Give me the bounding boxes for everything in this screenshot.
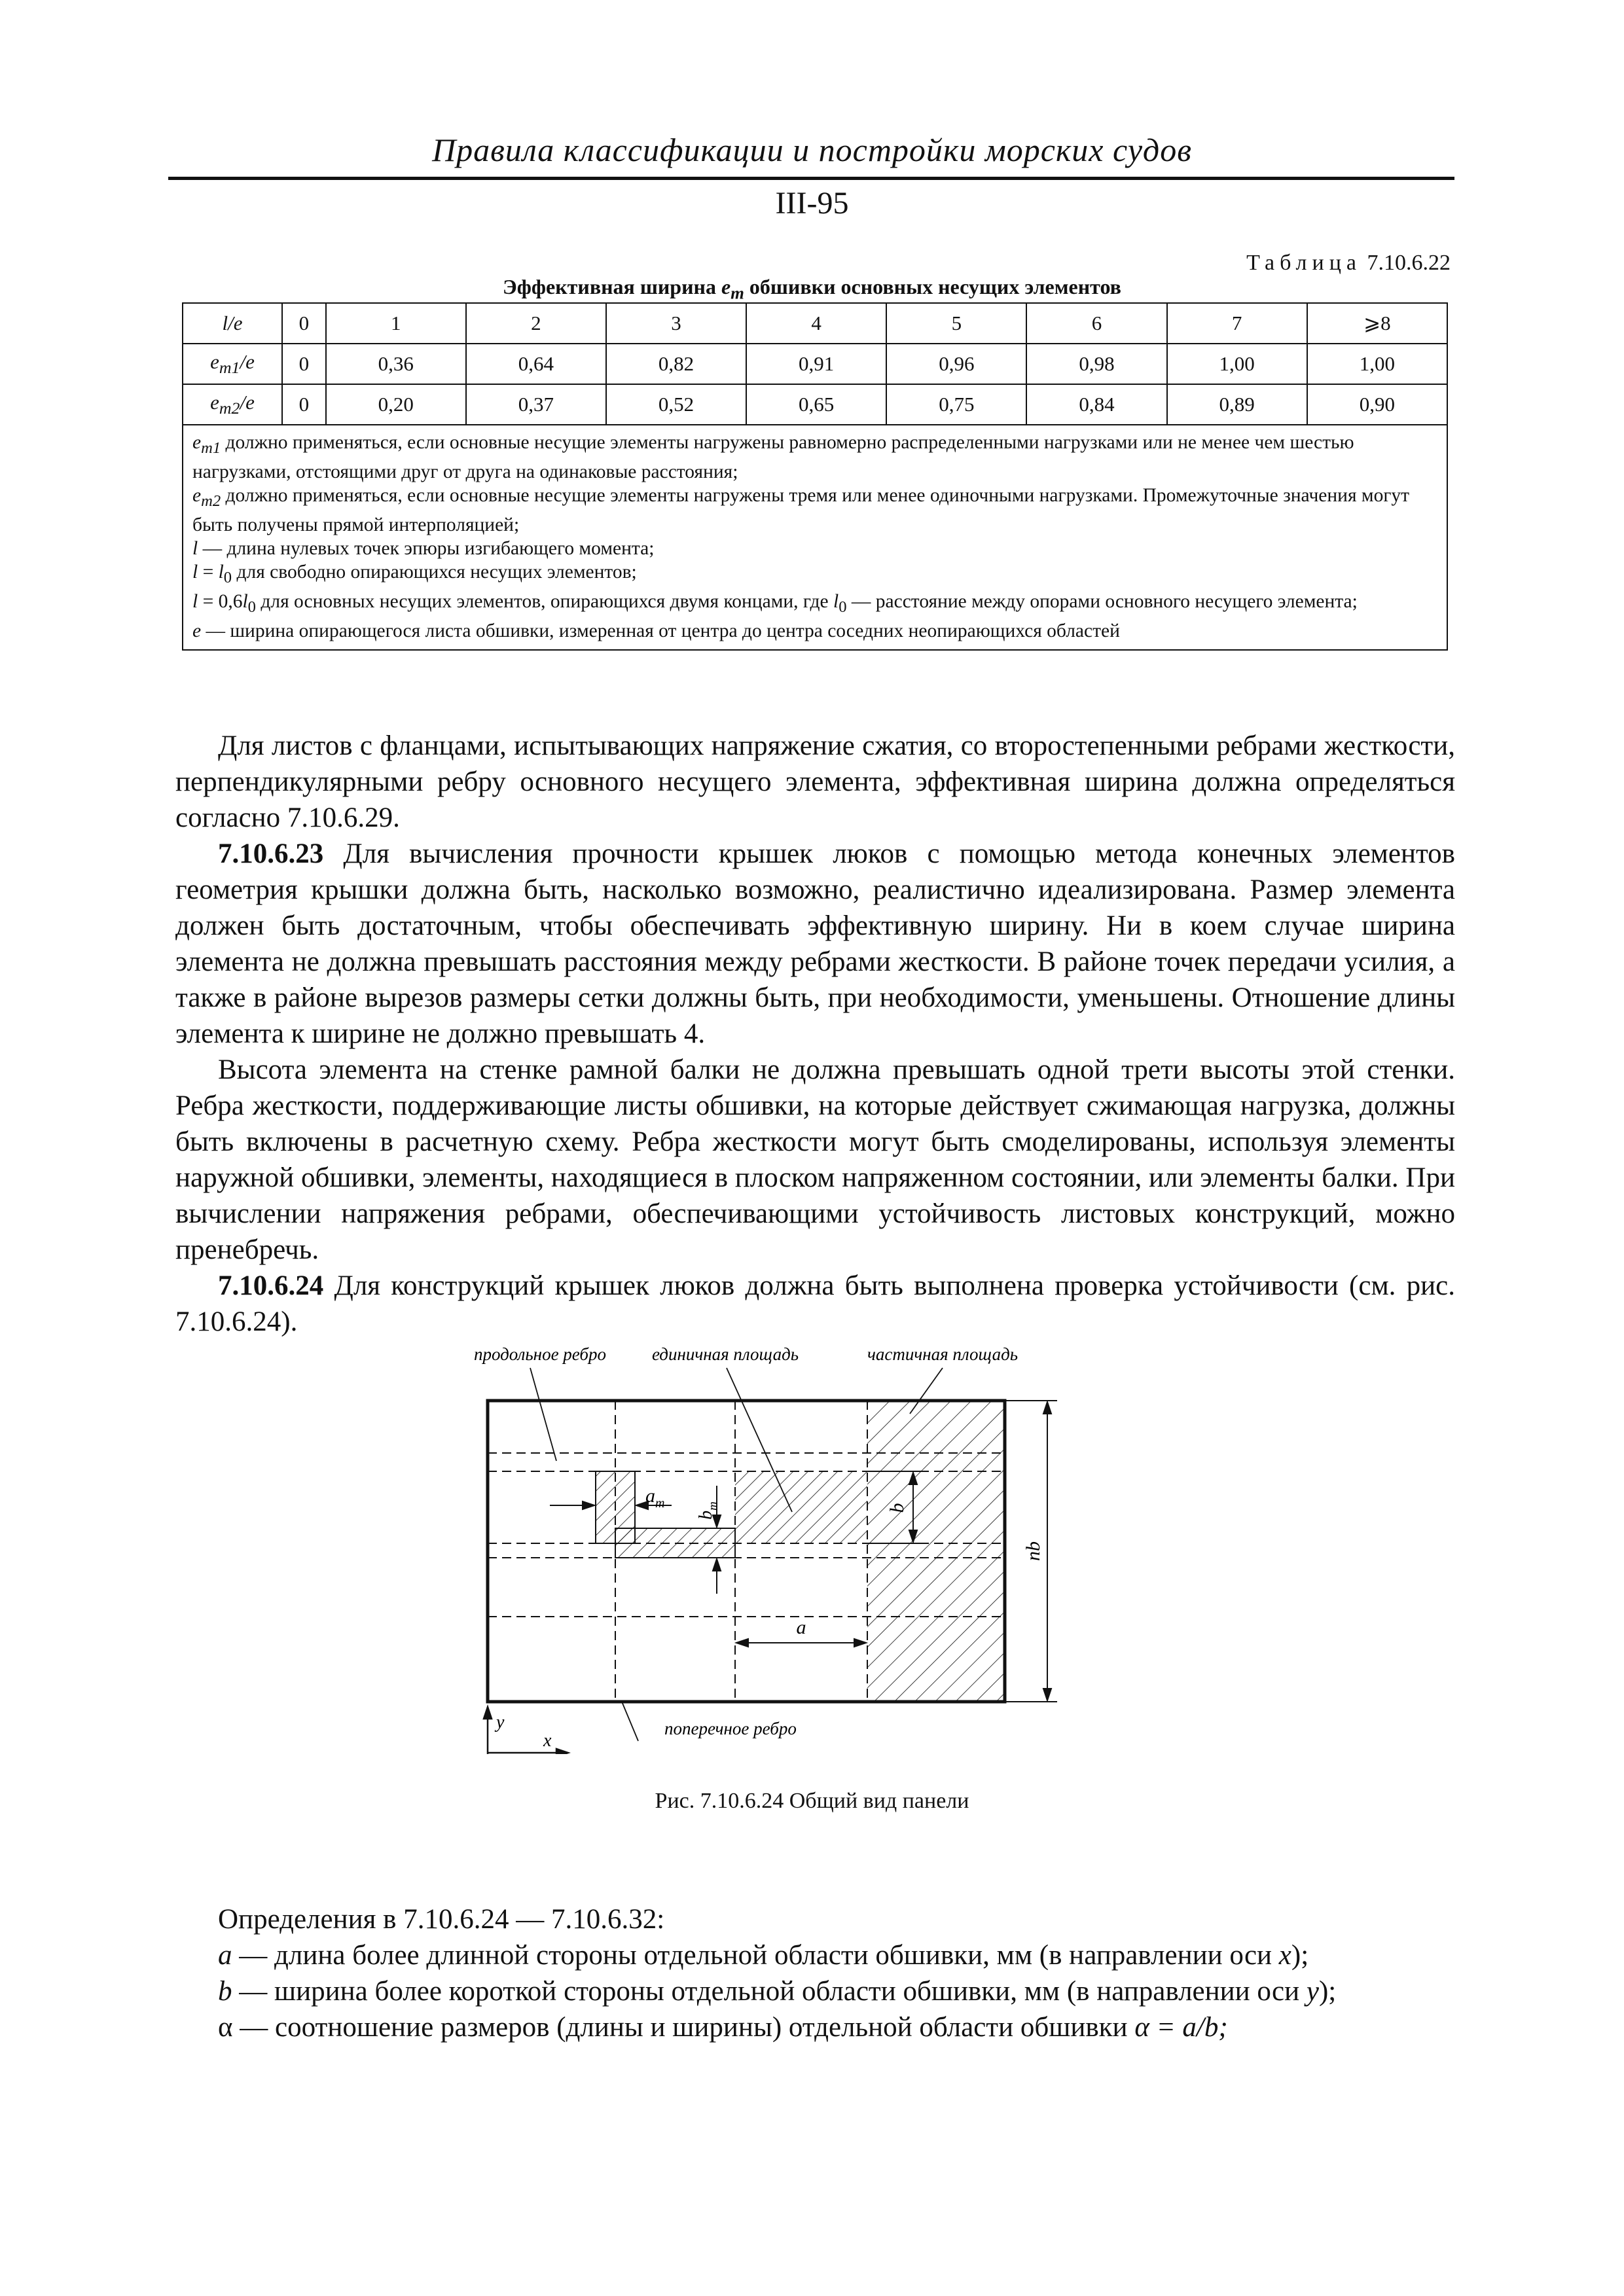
- def-text: — длина более длинной стороны отдельной области обшивки, мм (в направлении оси: [232, 1940, 1279, 1971]
- note-text: для свободно опирающихся несущих элементов;: [232, 561, 637, 583]
- cell: 0,84: [1026, 384, 1166, 425]
- cell: ⩾8: [1307, 303, 1447, 344]
- cell: 0: [282, 303, 326, 344]
- sub: m1: [201, 439, 221, 457]
- definition-b: [218, 1973, 1455, 2009]
- cell: 4: [746, 303, 886, 344]
- label-nb: nb: [1022, 1541, 1044, 1561]
- sym: e: [192, 432, 202, 453]
- cell: 0: [282, 384, 326, 425]
- paragraph-2: [175, 836, 1455, 1052]
- def-text: — соотношение размеров (длины и ширины) отдельной области обшивки: [232, 2012, 1135, 2043]
- sym: e: [192, 620, 202, 641]
- cell: 3: [606, 303, 746, 344]
- table-title: [0, 275, 1624, 303]
- table-title-sub: m: [731, 283, 744, 303]
- bm-sub: m: [706, 1501, 720, 1511]
- cell: 7: [1167, 303, 1307, 344]
- definition-a: [218, 1937, 1455, 1973]
- am-sym: a: [645, 1485, 655, 1507]
- sub: m2: [201, 492, 221, 510]
- sym: a: [218, 1940, 232, 1971]
- eq: = 0,6: [198, 590, 243, 612]
- table-row-em1: [183, 344, 1447, 384]
- label-longitudinal-rib: продольное ребро: [473, 1344, 607, 1364]
- cell: 0,65: [746, 384, 886, 425]
- cell: 0,64: [466, 344, 606, 384]
- table-title-pre: Эффективная ширина: [503, 275, 721, 298]
- cell: 1,00: [1307, 344, 1447, 384]
- cell: 0,89: [1167, 384, 1307, 425]
- sub: m2: [219, 399, 240, 418]
- label-b: b: [886, 1503, 908, 1513]
- cell: 0,90: [1307, 384, 1447, 425]
- paragraph-text: Для вычисления прочности крышек люков с помощью метода конечных элементов геометрия крышки должна быть, насколько возможно, реалистично идеализирована. Размер элемента должен быть достаточным, чтобы обеспечивать эффективную ширину. Ни в коем случае ширина элемента не должна превышать расстояния между ребрами жесткости. В районе точек передачи усилия, а также в районе вырезов размеры сетки должны быть, при необходимости, уменьшены. Отношение длины элемента к ширине не должно превышать 4.: [175, 838, 1455, 1049]
- def-end: );: [1318, 1976, 1337, 2007]
- cell: 0,52: [606, 384, 746, 425]
- table-label-word: Таблица: [1246, 251, 1362, 275]
- label-partial-area: частичная площадь: [867, 1344, 1019, 1364]
- table-row-em2: [183, 384, 1447, 425]
- label-transverse-rib: поперечное ребро: [664, 1719, 797, 1738]
- sym: α: [218, 2012, 233, 2043]
- bm-sym: b: [696, 1510, 716, 1520]
- sym: e: [192, 484, 202, 506]
- formula: α = a/b;: [1134, 2012, 1228, 2043]
- table-label-number: 7.10.6.22: [1367, 251, 1451, 275]
- paragraph-3: Высота элемента на стенке рамной балки не должна превышать одной трети высоты этой стенки. Ребра жесткости, поддерживающие листы обшивки, на которые действует сжимающая нагрузка, должны быть включены в расчетную схему. Ребра жесткости могут быть смоделированы, используя элементы наружной обшивки, элементы, находящиеся в плоском напряженном состоянии, или элементы балки. При вычислении напряжения ребрами, обеспечивающими устойчивость листовых конструкций, можно пренебречь.: [175, 1054, 1455, 1265]
- cell: 0: [282, 344, 326, 384]
- table-notes: [183, 425, 1447, 650]
- cell: 1,00: [1167, 344, 1307, 384]
- table-notes-row: [183, 425, 1447, 650]
- sym: l: [242, 590, 248, 612]
- axis-y-label: y: [496, 1712, 505, 1732]
- tail: /e: [240, 350, 255, 373]
- sym: e: [210, 350, 219, 373]
- cell: 5: [886, 303, 1026, 344]
- partial-area-hatch: [867, 1401, 1005, 1702]
- body-text: [175, 728, 1455, 1340]
- note-text: должно применяться, если основные несущие элементы нагружены тремя или менее одиночными нагрузками. Промежуточные значения могут быть получены прямой интерполяцией;: [192, 484, 1410, 535]
- running-header: Правила классификации и постройки морских судов: [432, 132, 1192, 168]
- row-head-em1: [183, 344, 282, 384]
- axis: x: [1278, 1940, 1291, 1971]
- table-title-symbol: e: [721, 275, 731, 298]
- clause-number: 7.10.6.24: [218, 1270, 324, 1301]
- cell: 2: [466, 303, 606, 344]
- am-sub: m: [655, 1496, 665, 1511]
- cell: 0,96: [886, 344, 1026, 384]
- cell: 0,37: [466, 384, 606, 425]
- label-unit-area: единичная площадь: [651, 1344, 799, 1364]
- note-text: для основных несущих элементов, опирающихся двумя концами, где: [255, 590, 834, 612]
- note-l-free: [192, 560, 1437, 590]
- cell: 0,36: [326, 344, 466, 384]
- cell: 0,98: [1026, 344, 1166, 384]
- eq: =: [198, 561, 219, 583]
- note-text: — длина нулевых точек эпюры изгибающего момента;: [198, 537, 655, 559]
- sub: 0: [223, 568, 232, 586]
- sym: l: [833, 590, 839, 612]
- table-row-l: [183, 303, 1447, 344]
- cell: 6: [1026, 303, 1166, 344]
- note-text: должно применяться, если основные несущие элементы нагружены равномерно распределенными нагрузками или не менее чем шестью нагрузками, отстоящими друг от друга на одинаковые расстояния;: [192, 432, 1354, 482]
- sym: l: [192, 561, 198, 583]
- label-a: a: [796, 1617, 806, 1638]
- figure-caption: Рис. 7.10.6.24 Общий вид панели: [655, 1789, 969, 1813]
- sym: l: [192, 590, 198, 612]
- unit-area-hatch: [735, 1471, 867, 1543]
- clause-number: 7.10.6.23: [218, 838, 324, 869]
- cell: 0,20: [326, 384, 466, 425]
- def-end: );: [1291, 1940, 1309, 1971]
- tail: /e: [240, 390, 255, 414]
- row-head-em2: [183, 384, 282, 425]
- paragraph-1: Для листов с фланцами, испытывающих напряжение сжатия, со второстепенными ребрами жесткости, перпендикулярными ребру основного несущего элемента, эффективная ширина должна определяться согласно 7.10.6.29.: [175, 730, 1455, 833]
- effective-width-table: [182, 302, 1448, 651]
- sub: 0: [839, 598, 847, 616]
- note-l-fixed: [192, 590, 1437, 619]
- def-text: — ширина более короткой стороны отдельной области обшивки, мм (в направлении оси: [232, 1976, 1307, 2007]
- definitions-intro: Определения в 7.10.6.24 — 7.10.6.32:: [218, 1904, 665, 1935]
- axis-x-label: x: [543, 1731, 552, 1751]
- note-text: — расстояние между опорами основного несущего элемента;: [846, 590, 1358, 612]
- table-title-post: обшивки основных несущих элементов: [744, 275, 1121, 298]
- paragraph-4: [175, 1268, 1455, 1340]
- cell: 0,82: [606, 344, 746, 384]
- cell: 0,75: [886, 384, 1026, 425]
- a-dimension: [736, 1639, 866, 1647]
- cell: 1: [326, 303, 466, 344]
- sym: l: [192, 537, 198, 559]
- sym: e: [210, 390, 219, 414]
- header-rule: [168, 177, 1454, 180]
- note-e: [192, 619, 1437, 643]
- note-em1: [192, 431, 1437, 484]
- sym: b: [218, 1976, 232, 2007]
- axis: y: [1306, 1976, 1319, 2007]
- sub: 0: [247, 598, 256, 616]
- page-number: III-95: [775, 186, 849, 221]
- cell: 0,91: [746, 344, 886, 384]
- definition-alpha: [218, 2009, 1455, 2045]
- sub: m1: [219, 358, 240, 378]
- sym: l: [218, 561, 224, 583]
- row-head-l: l/e: [183, 303, 282, 344]
- panel-figure: [425, 1335, 1146, 1754]
- note-em2: [192, 484, 1437, 537]
- note-text: — ширина опирающегося листа обшивки, измеренная от центра до центра соседних неопирающихся областей: [201, 620, 1120, 641]
- definitions: [218, 1901, 1455, 2045]
- note-l: [192, 537, 1437, 560]
- table-label: [1246, 251, 1451, 276]
- paragraph-text: Для конструкций крышек люков должна быть выполнена проверка устойчивости (см. рис. 7.10.6.24).: [175, 1270, 1455, 1337]
